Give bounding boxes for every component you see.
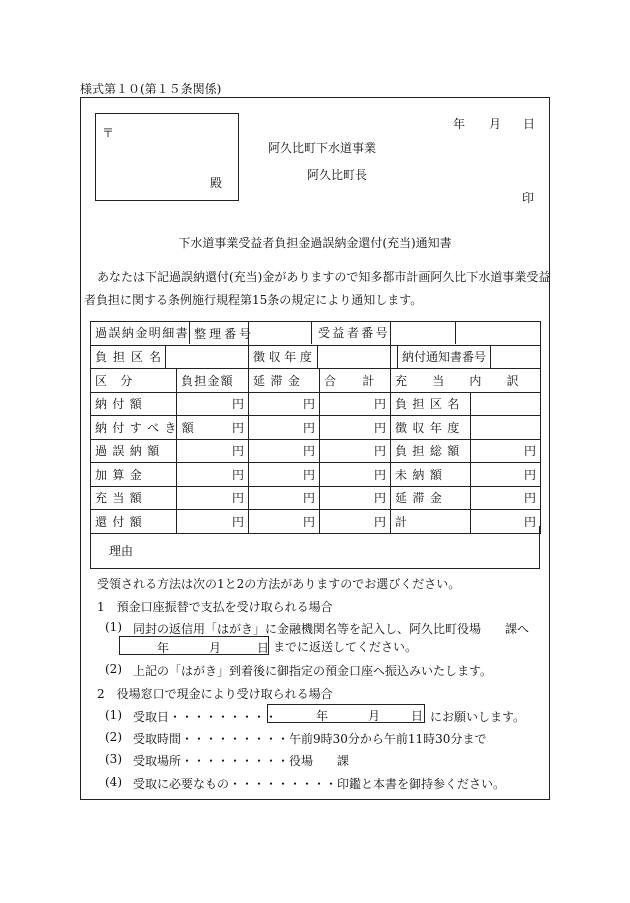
addressee-suffix: 殿 xyxy=(210,176,223,190)
statement-table xyxy=(90,321,544,534)
col-category: 区分 xyxy=(91,369,177,393)
breakdown-label: 負担総額 xyxy=(391,439,471,463)
statement-label: 過誤納金明細書 xyxy=(91,322,190,344)
return-date-year: 年 xyxy=(157,641,170,655)
late-fee-cell[interactable]: 円 xyxy=(249,463,320,487)
breakdown-value-cell[interactable] xyxy=(471,392,541,416)
ref-no-value[interactable] xyxy=(249,322,312,344)
method2-title: 2 役場窓口で現金により受け取られる場合 xyxy=(97,687,333,701)
total-cell[interactable]: 円 xyxy=(320,463,391,487)
table-row xyxy=(91,486,541,510)
ref-no-label: 整理番号 xyxy=(194,326,255,341)
pickup-date-box[interactable] xyxy=(267,704,425,723)
row-label: 過誤納額 xyxy=(91,439,177,463)
burden-amount-cell[interactable]: 円 xyxy=(177,392,249,416)
row-label: 充当額 xyxy=(91,486,177,510)
breakdown-label: 計 xyxy=(391,510,471,534)
table-row xyxy=(91,463,541,487)
notice-no-label: 納付通知書番号 xyxy=(398,346,491,368)
breakdown-value-cell[interactable]: 円 xyxy=(471,463,541,487)
table-row xyxy=(91,322,541,346)
district-label: 負担区名 xyxy=(91,346,166,368)
total-cell[interactable]: 円 xyxy=(320,392,391,416)
m2-item2-text: 受取時間・・・・・・・・・午前9時30分から午前11時30分まで xyxy=(133,732,487,746)
burden-amount-cell[interactable]: 円 xyxy=(177,510,249,534)
burden-amount-cell[interactable]: 円 xyxy=(177,439,249,463)
m1-item1-num: (1) xyxy=(105,620,122,634)
address-box xyxy=(95,113,239,201)
return-date-box[interactable] xyxy=(119,636,269,655)
breakdown-value-cell[interactable]: 円 xyxy=(471,510,541,534)
table-row xyxy=(91,392,541,416)
reason-box[interactable] xyxy=(90,526,540,569)
seal-mark: 印 xyxy=(522,191,535,205)
document-title: 下水道事業受益者負担金過誤納金還付(充当)通知書 xyxy=(178,236,452,250)
reason-label: 理由 xyxy=(109,544,134,558)
m2-item3-num: (3) xyxy=(105,752,122,766)
table-row xyxy=(91,416,541,440)
date-year: 年 xyxy=(453,117,466,131)
date-month: 月 xyxy=(489,117,502,131)
late-fee-cell[interactable]: 円 xyxy=(249,510,320,534)
burden-amount-cell[interactable]: 円 xyxy=(177,416,249,440)
late-fee-cell[interactable]: 円 xyxy=(249,439,320,463)
issuer-title: 阿久比町長 xyxy=(307,168,368,182)
late-fee-cell[interactable]: 円 xyxy=(249,486,320,510)
return-date-day: 日 xyxy=(257,641,270,655)
col-late: 延滞金 xyxy=(249,369,320,393)
breakdown-label: 負担区名 xyxy=(391,392,471,416)
total-cell[interactable]: 円 xyxy=(320,439,391,463)
m2-item1-num: (1) xyxy=(105,708,122,722)
table-row xyxy=(91,439,541,463)
date-day: 日 xyxy=(523,117,536,131)
breakdown-value-cell[interactable] xyxy=(471,416,541,440)
form-number: 様式第１０(第１５条関係) xyxy=(80,82,222,96)
intro-line-1: あなたは下記過誤納還付(充当)金がありますので知多都市計画阿久比下水道事業受益 xyxy=(97,270,551,284)
table-header-row xyxy=(91,369,541,393)
row-label: 還付額 xyxy=(91,510,177,534)
table-body xyxy=(91,392,541,533)
pickup-date-year: 年 xyxy=(316,709,329,723)
row-label: 納付額 xyxy=(91,392,177,416)
breakdown-value-cell[interactable]: 円 xyxy=(471,439,541,463)
total-cell[interactable]: 円 xyxy=(320,510,391,534)
pickup-date-day: 日 xyxy=(411,709,424,723)
m2-item1-text: 受取日・・・・・・・・・ xyxy=(133,710,278,724)
intro-line-2: 者負担に関する条例施行規程第15条の規定により通知します。 xyxy=(84,293,423,307)
breakdown-label: 延滞金 xyxy=(391,486,471,510)
m1-item2-num: (2) xyxy=(105,662,122,676)
m2-item3-text: 受取場所・・・・・・・・・役場 課 xyxy=(133,754,350,768)
row-label: 加算金 xyxy=(91,463,177,487)
col-burden: 負担金額 xyxy=(177,369,249,393)
beneficiary-no-spacer xyxy=(391,322,456,344)
total-cell[interactable]: 円 xyxy=(320,416,391,440)
breakdown-value-cell[interactable]: 円 xyxy=(471,486,541,510)
table-row xyxy=(91,345,541,369)
m1-item2-text: 上記の「はがき」到着後に御指定の預金口座へ振込みいたします。 xyxy=(133,664,493,678)
burden-amount-cell[interactable]: 円 xyxy=(177,463,249,487)
m2-item4-text: 受取に必要なもの・・・・・・・・・印鑑と本書を御持参ください。 xyxy=(133,777,506,791)
col-breakdown: 充当内訳 xyxy=(391,369,541,393)
instructions-intro: 受領される方法は次の1と2の方法がありますのでお選びください。 xyxy=(97,577,461,591)
issuer-org: 阿久比町下水道事業 xyxy=(268,141,377,155)
fiscal-year-label: 徴収年度 xyxy=(249,346,318,368)
return-date-month: 月 xyxy=(209,641,222,655)
total-cell[interactable]: 円 xyxy=(320,486,391,510)
breakdown-label: 徴収年度 xyxy=(391,416,471,440)
m1-item1-cont: までに返送してください。 xyxy=(273,640,418,654)
m2-item2-num: (2) xyxy=(105,730,122,744)
breakdown-label: 未納額 xyxy=(391,463,471,487)
m1-item1-text: 同封の返信用「はがき」に金融機関名等を記入し、阿久比町役場 課へ xyxy=(133,622,530,636)
pickup-date-month: 月 xyxy=(368,709,381,723)
row-label: 納付すべき額 xyxy=(91,416,177,440)
late-fee-cell[interactable]: 円 xyxy=(249,416,320,440)
burden-amount-cell[interactable]: 円 xyxy=(177,486,249,510)
postal-mark: 〒 xyxy=(102,126,115,140)
col-total: 合計 xyxy=(320,369,391,393)
m2-item4-num: (4) xyxy=(105,775,122,789)
beneficiary-no-label: 受益者番号 xyxy=(318,326,391,341)
method1-title: 1 預金口座振替で支払を受け取られる場合 xyxy=(97,600,333,614)
m2-item1-cont: にお願いします。 xyxy=(430,710,526,724)
late-fee-cell[interactable]: 円 xyxy=(249,392,320,416)
